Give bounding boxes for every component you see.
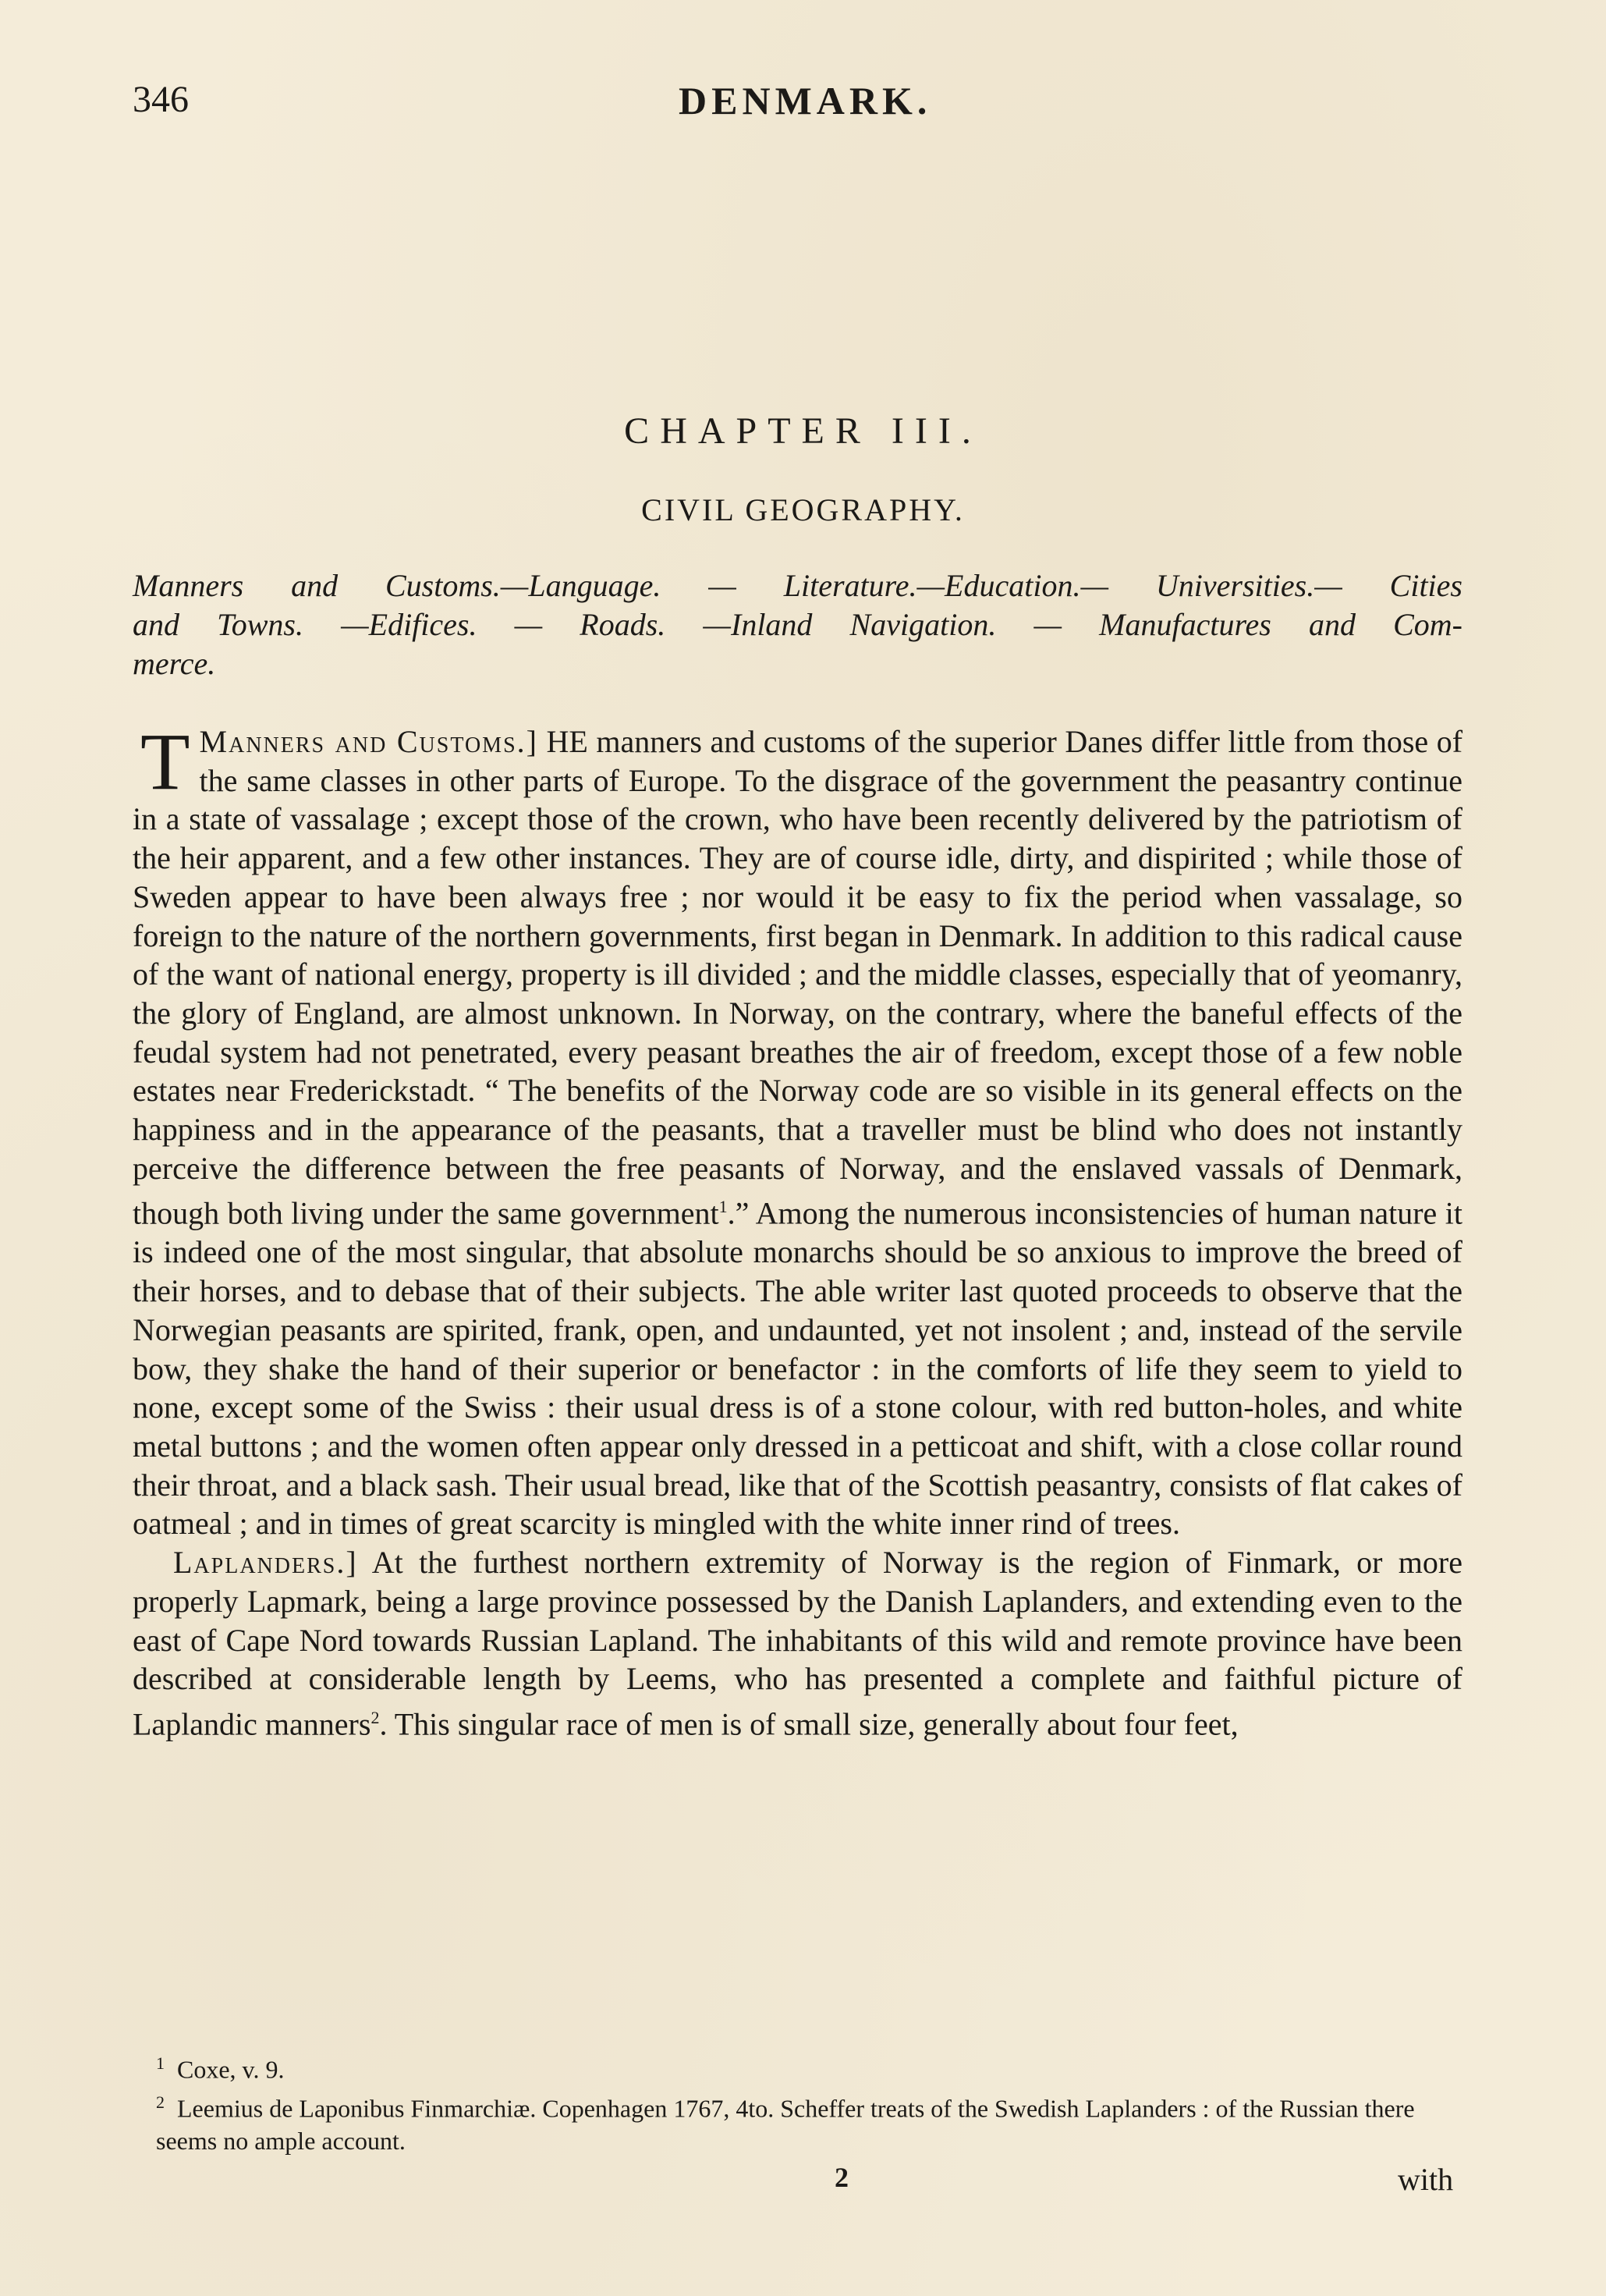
body-text — [133, 717, 1463, 1744]
footnote — [156, 2047, 1462, 2086]
footnote-reference: 1 — [718, 1197, 728, 1217]
footnote-text: Coxe, v. 9. — [177, 2055, 285, 2084]
footnote — [156, 2086, 1462, 2158]
sidenote-manners-and-customs: Manners and Customs.] — [199, 724, 538, 759]
page-header — [133, 78, 1474, 125]
paragraph-text: At the furthest northern extremity of Norway is the region of Finmark, or more properly Lapmark, being a large province possessed by the Danish Laplanders, and extending even to the east of Cape Nord towards Russian Lapland. The inhabitants of this wild and remote province have been described at considerable length by Leems, who has presented a complete and faithful picture of Laplandic manners — [133, 1545, 1462, 1742]
page-number: 346 — [133, 79, 189, 120]
sidenote-laplanders: Laplanders.] — [173, 1545, 358, 1581]
paragraph-text: HE manners and customs of the superior Danes differ little from those of the same classes in other parts of Europe. To the disgrace of the government the peasantry continue in a state of vassalage ; except those of the crown, who have been recently delivered by the patriotism of the heir apparent, and a few other instances. They are of course idle, dirty, and dispirited ; while those of Sweden appear to have been always free ; nor would it be easy to fix the period when vassalage, so foreign to the nature of the northern governments, first began in Denmark. In addition to this radical cause of the want of national energy, property is ill divided ; and the middle classes, especially that of yeomanry, the glory of England, are almost unknown. In Norway, on the contrary, where the baneful effects of the feudal system had not penetrated, every peasant breathes the air of freedom, except those of a few noble estates near Frederickstadt. “ The benefits of the Norway code are so visible in its general effects on the happiness and in the appearance of the peasants, that a traveller must be blind who does not instantly perceive the difference between the free peasants of Norway, and the enslaved vassals of Denmark, though both living under the same government — [133, 724, 1463, 1231]
summary-line-2: and Towns. —Edifices. — Roads. —Inland Navigation. — Manufactures and Com- — [133, 607, 1462, 642]
footnote-reference: 2 — [370, 1707, 380, 1727]
chapter-subtitle: CIVIL GEOGRAPHY. — [641, 492, 965, 527]
paragraph-laplanders — [133, 1543, 1462, 1744]
drop-cap: T — [140, 717, 190, 807]
footnotes — [156, 2047, 1462, 2157]
paragraph-manners-and-customs — [133, 717, 1463, 1543]
paragraph-text-continued: .” Among the numerous inconsistencies of human nature it is indeed one of the most singular, that absolute monarchs should be so anxious to improve the breed of their horses, and to debase that of their subjects. The able writer last quoted proceeds to observe that the Norwegian peasants are spirited, frank, open, and undaunted, yet not insolent ; and, instead of the servile bow, they shake the hand of their superior or benefactor : in the comforts of life they seem to yield to none, except some of the Swiss : their usual dress is of a stone colour, with red button-holes, and white metal buttons ; and the women often appear only dressed in a petticoat and shift, with a close collar round their throat, and a black sash. Their usual bread, like that of the Scottish peasantry, consists of flat cakes of oatmeal ; and in times of great scarcity is mingled with the white inner rind of trees. — [133, 1195, 1462, 1542]
footnote-text: Leemius de Laponibus Finmarchiæ. Copenhagen 1767, 4to. Scheffer treats of the Swedish Laplanders : of the Russian there seems no ample account. — [156, 2094, 1415, 2156]
catchword: with — [1398, 2162, 1454, 2197]
chapter-title: CHAPTER III. — [624, 410, 982, 452]
footnote-mark: 1 — [156, 2053, 165, 2073]
paragraph-text-continued: . This singular race of men is of small size, generally about four feet, — [379, 1706, 1239, 1742]
signature-mark: 2 — [835, 2162, 849, 2193]
summary-line-1: Manners and Customs.—Language. — Literature.—Education.— Universities.— Cities — [133, 568, 1462, 603]
footnote-mark: 2 — [156, 2092, 165, 2112]
chapter-summary — [133, 566, 1462, 683]
running-title: DENMARK. — [679, 79, 932, 122]
summary-line-3: merce. — [133, 646, 216, 681]
